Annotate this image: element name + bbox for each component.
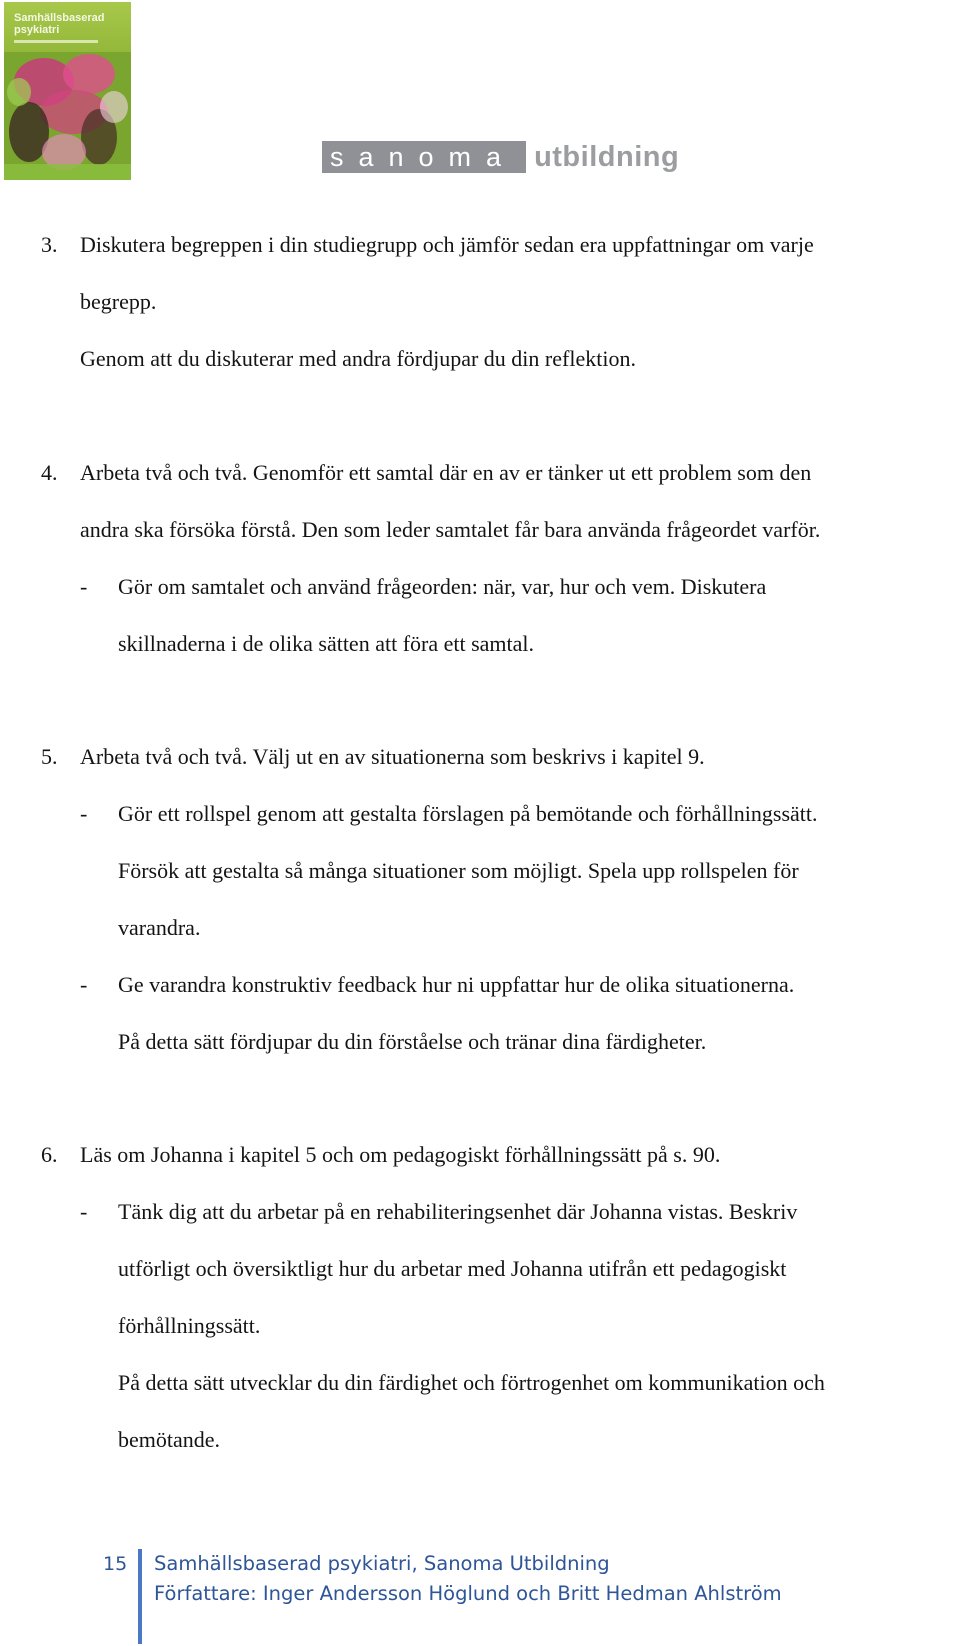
book-cover-image xyxy=(4,2,131,180)
item-4-line-1: Arbeta två och två. Genomför ett samtal där en av er tänker ut ett problem som den xyxy=(80,460,812,485)
cover-artwork xyxy=(4,52,131,180)
item-6-bullet-line-4: På detta sätt utvecklar du din färdighet och förtrogenhet om kommunikation och xyxy=(118,1370,825,1395)
cover-title: Samhällsbaserad psykiatri xyxy=(14,12,105,36)
item-6-bullet-line-2: utförligt och översiktligt hur du arbetar med Johanna utifrån ett pedagogiskt xyxy=(118,1256,787,1281)
item-5-number: 5. xyxy=(41,744,58,769)
item-5-bullet-2-line-1: Ge varandra konstruktiv feedback hur ni uppfattar hur de olika situationerna. xyxy=(118,972,795,997)
item-3-line-3: Genom att du diskuterar med andra fördjupar du din reflektion. xyxy=(80,346,636,371)
footer-book-line: Samhällsbaserad psykiatri, Sanoma Utbildning xyxy=(154,1552,610,1575)
item-4-number: 4. xyxy=(41,460,58,485)
item-4-line-2: andra ska försöka förstå. Den som leder samtalet får bara använda frågeordet varför. xyxy=(80,517,821,542)
item-6-number: 6. xyxy=(41,1142,58,1167)
cover-title-block xyxy=(4,2,131,52)
item-3-number: 3. xyxy=(41,232,58,257)
item-4-bullet-line-2: skillnaderna i de olika sätten att föra ett samtal. xyxy=(118,631,535,656)
item-6-bullet-line-1: Tänk dig att du arbetar på en rehabiliteringsenhet där Johanna vistas. Beskriv xyxy=(118,1199,798,1224)
item-5-bullet-1-line-3: varandra. xyxy=(118,915,201,940)
logo-word: utbildning xyxy=(534,141,680,173)
item-6-bullet-dash: - xyxy=(80,1199,88,1224)
item-3-line-1: Diskutera begreppen i din studiegrupp och jämför sedan era uppfattningar om varje xyxy=(80,232,814,257)
item-4-bullet-line-1: Gör om samtalet och använd frågeorden: när, var, hur och vem. Diskutera xyxy=(118,574,767,599)
footer-authors-line: Författare: Inger Andersson Höglund och Britt Hedman Ahlström xyxy=(154,1582,782,1605)
item-5-bullet-1-dash: - xyxy=(80,801,88,826)
item-3-line-2: begrepp. xyxy=(80,289,157,314)
publisher-logo xyxy=(322,140,679,174)
cover-subtitle-bar xyxy=(14,40,98,43)
item-6-line-1: Läs om Johanna i kapitel 5 och om pedagogiskt förhållningssätt på s. 90. xyxy=(80,1142,721,1167)
item-6-bullet-line-5: bemötande. xyxy=(118,1427,221,1452)
item-5-bullet-1-line-2: Försök att gestalta så många situationer som möjligt. Spela upp rollspelen för xyxy=(118,858,799,883)
item-5-bullet-1-line-1: Gör ett rollspel genom att gestalta förslagen på bemötande och förhållningssätt. xyxy=(118,801,818,826)
item-4-bullet-dash: - xyxy=(80,574,88,599)
item-5-line-1: Arbeta två och två. Välj ut en av situationerna som beskrivs i kapitel 9. xyxy=(80,744,705,769)
footer-divider-bar xyxy=(138,1549,142,1644)
item-6-bullet-line-3: förhållningssätt. xyxy=(118,1313,261,1338)
item-5-bullet-2-dash: - xyxy=(80,972,88,997)
logo-box: sanoma xyxy=(322,141,526,173)
footer-page-number: 15 xyxy=(103,1553,128,1575)
item-5-bullet-2-line-2: På detta sätt fördjupar du din förståelse och tränar dina färdigheter. xyxy=(118,1029,707,1054)
